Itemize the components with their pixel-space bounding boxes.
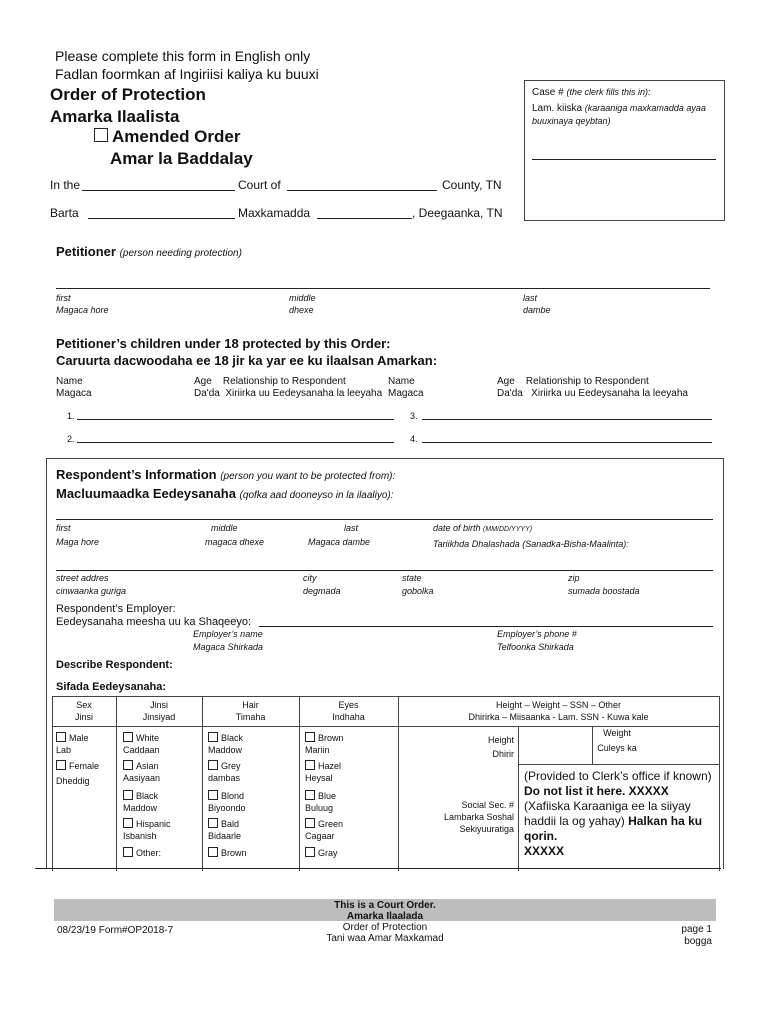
hair-bald[interactable]: Bald Bidaarle (208, 819, 242, 841)
header-eyes: Eyes Indhaha (332, 700, 365, 722)
case-note-so: (karaaniga maxkamadda ayaa buuxinaya qeybtan) (532, 103, 706, 126)
form-bottom-rule (35, 868, 721, 869)
deegaanka-label: , Deegaanka, TN (412, 206, 503, 220)
case-label-so: Lam. kiiska (532, 103, 583, 114)
race-hispanic[interactable]: Hispanic Isbanish (123, 819, 171, 841)
resp-zip-label: zip sumada boostada (568, 573, 640, 596)
petitioner-note: (person needing protection) (119, 248, 242, 259)
court-of-label: Court of (238, 178, 281, 192)
petitioner-title: Petitioner (56, 244, 116, 259)
instructions (55, 47, 319, 83)
hair-brown[interactable]: Brown (208, 847, 247, 859)
court-name-field[interactable] (82, 190, 235, 191)
petitioner-middle-label: middle dhexe (289, 293, 316, 315)
case-note-en: (the clerk fills this in): (566, 87, 651, 97)
hair-black[interactable]: Black Maddow (208, 733, 244, 755)
describe-table (52, 696, 720, 871)
race-other[interactable]: Other: (123, 847, 161, 859)
child-field-2[interactable] (77, 442, 394, 443)
header-race: Jinsi Jinsiyad (142, 700, 176, 722)
eyes-hazel[interactable]: Hazel Heysal (305, 761, 342, 783)
child-row-3: 3. (410, 411, 418, 421)
header-hair: Hair Timaha (235, 700, 266, 722)
race-black[interactable]: Black Maddow (123, 791, 159, 813)
sex-male[interactable]: Male Lab (56, 733, 89, 755)
resp-street-label: street addres cinwaanka guriga (56, 573, 127, 596)
respondent-name-field[interactable] (56, 519, 713, 520)
eyes-gray[interactable]: Gray (305, 847, 338, 859)
footer-form-id: 08/23/19 Form#OP2018-7 (57, 925, 174, 936)
child-row-4: 4. (410, 434, 418, 444)
petitioner-heading (56, 244, 242, 259)
describe-label-so: Sifada Eedeysanaha: (56, 681, 167, 693)
ssn-label: Social Sec. # Lambarka Soshal Sekiyuuratiga (443, 800, 514, 834)
hair-grey[interactable]: Grey dambas (208, 761, 241, 783)
employer-field[interactable] (259, 626, 713, 627)
header-other: Height – Weight – SSN – Other Dhirirka – Miisaanka - Lam. SSN - Kuwa kale (468, 700, 649, 722)
describe-label-en: Describe Respondent: (56, 659, 173, 671)
barta-label: Barta (50, 206, 79, 220)
child-row-1: 1. (67, 411, 75, 421)
county-field[interactable] (287, 190, 437, 191)
eyes-brown[interactable]: Brown Mariin (305, 733, 344, 755)
petitioner-name-field[interactable] (56, 288, 710, 289)
resp-state-label: state gobolka (402, 573, 434, 596)
height-label: Height Dhirir (487, 735, 514, 759)
children-heading: Petitioner’s children under 18 protected by this Order: Caruurta dacwoodaha ee 18 jir ka yar ee ku ilaalsan Amarkan: (56, 336, 438, 368)
sex-female[interactable]: Female Dheddig (56, 761, 100, 786)
child-row-2: 2. (67, 434, 75, 444)
resp-city-label: city degmada (303, 573, 341, 596)
child-age-rel-col: Age Relationship to Respondent Da'da Xiriirka uu Eedeysanaha la leeyaha (194, 376, 383, 399)
eyes-blue[interactable]: Blue Buluug (305, 791, 337, 813)
amended-en: Amended Order (112, 127, 241, 146)
child-field-3[interactable] (422, 419, 712, 420)
barta-field[interactable] (88, 218, 235, 219)
case-number-line[interactable] (532, 159, 716, 160)
child-field-4[interactable] (422, 442, 712, 443)
amended-so: Amar la Baddalay (110, 149, 253, 168)
weight-label: Weight Culeys ka (597, 728, 637, 753)
child-name2-col: Name Magaca (388, 376, 424, 399)
emp-name-label: Employer’s name Magaca Shirkada (193, 629, 264, 652)
resp-dob-label: date of birth (MM/DD/YYYY) Tariikhda Dhalashada (Sanadka-Bisha-Maalinta): (433, 523, 629, 549)
page-title (50, 84, 206, 128)
child-name-col: Name Magaca (56, 376, 92, 399)
header-sex: Sex Jinsi (74, 700, 93, 722)
instructions-en: Please complete this form in English only (55, 48, 311, 64)
in-the-label: In the (50, 178, 81, 192)
footer-page: page 1 bogga (681, 924, 712, 947)
race-white[interactable]: White Caddaan (123, 733, 160, 755)
emp-phone-label: Employer’s phone # Telfoonka Shirkada (497, 629, 577, 652)
respondent-address-field[interactable] (56, 570, 713, 571)
footer-center: This is a Court Order. Amarka Ilaalada Order of Protection Tani waa Amar Maxkamad (326, 900, 444, 944)
eyes-green[interactable]: Green Cagaar (305, 819, 344, 841)
child-age-rel-col-2: Age Relationship to Respondent Da'da Xiriirka uu Eedeysanaha la leeyaha (497, 376, 688, 399)
title-en: Order of Protection (50, 85, 206, 104)
petitioner-last-label: last dambe (523, 293, 551, 315)
title-so: Amarka Ilaalista (50, 107, 180, 126)
race-asian[interactable]: Asian Aasiyaan (123, 761, 161, 783)
deegaanka-field[interactable] (317, 218, 412, 219)
maxkamadda-label: Maxkamadda (238, 206, 311, 220)
resp-first-label: first Maga hore (56, 523, 100, 547)
resp-middle-label: middle magaca dhexe (205, 523, 265, 547)
resp-employer-label: Respondent’s Employer: Eedeysanaha meesha uu ka Shaqeeyo: (56, 603, 252, 628)
ssn-note: (Provided to Clerk’s office if known) Do not list it here. XXXXX (Xafiiska Karaaniga ee la siiyay haddii la og yahay) Halkan ha ku qorin. XXXXX (524, 769, 712, 858)
amended-checkbox[interactable] (94, 128, 108, 142)
instructions-so: Fadlan foormkan af Ingiriisi kaliya ku buuxi (55, 66, 319, 82)
child-field-1[interactable] (77, 419, 394, 420)
case-box (524, 80, 725, 221)
respondent-heading: Respondent’s Information (person you want to be protected from): Macluumaadka Eedeysanaha (qofka aad dooneyso in la ilaaliyo): (56, 467, 396, 501)
case-label-en: Case # (532, 87, 564, 98)
hair-blond[interactable]: Blond Biyoondo (208, 791, 246, 813)
resp-last-label: last Magaca dambe (308, 523, 371, 547)
amended-order (94, 126, 253, 170)
county-label: County, TN (442, 178, 502, 192)
petitioner-first-label: first Magaca hore (56, 293, 109, 315)
